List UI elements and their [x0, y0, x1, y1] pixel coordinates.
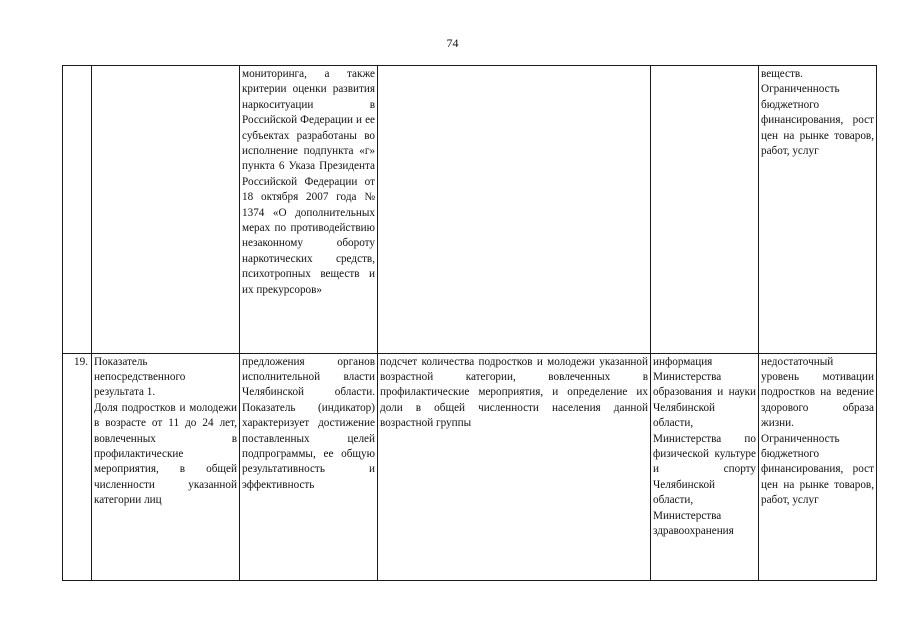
cell-data-source: информация Министерства образования и науки Челябинской области, Министерства по физической культуре и спорту Челябинской области, Министерства здравоохранения: [651, 353, 759, 580]
page-number: 74: [446, 36, 459, 50]
cell-indicator-name: Показатель непосредственного результата 1. Доля подростков и молодежи в возрасте от 11 до 24 лет, вовлеченных в профилактические мероприятия, в общей численности указанной категории лиц: [92, 353, 240, 580]
cell-number: 19.: [63, 353, 92, 580]
cell-calculation-method: подсчет количества подростков и молодежи указанной возрастной категории, вовлеченных в профилактические мероприятия, и определение их доли в общей численности населения данной возрастной группы: [378, 353, 651, 580]
cell-calculation-method: [378, 66, 651, 354]
cell-definition: предложения органов исполнительной власти Челябинской области. Показатель (индикатор) характеризует достижение поставленных целей подпрограммы, ее общую результативность и эффективность: [240, 353, 378, 580]
indicators-table: [62, 65, 877, 581]
cell-risks: недостаточный уровень мотивации подростков на ведение здорового образа жизни. Ограниченность бюджетного финансирования, рост цен на рынке товаров, работ, услуг: [759, 353, 877, 580]
cell-data-source: [651, 66, 759, 354]
cell-indicator-name: [92, 66, 240, 354]
table-row: [63, 353, 877, 580]
cell-number: [63, 66, 92, 354]
cell-definition: мониторинга, а также критерии оценки развития наркоситуации в Российской Федерации и ее субъектах разработаны во исполнение подпункта «г» пункта 6 Указа Президента Российской Федерации от 18 октября 2007 года № 1374 «О дополнительных мерах по противодействию незаконному обороту наркотических средств, психотропных веществ и их прекурсоров»: [240, 66, 378, 354]
table-row: [63, 66, 877, 354]
cell-risks: веществ. Ограниченность бюджетного финансирования, рост цен на рынке товаров, работ, услуг: [759, 66, 877, 354]
